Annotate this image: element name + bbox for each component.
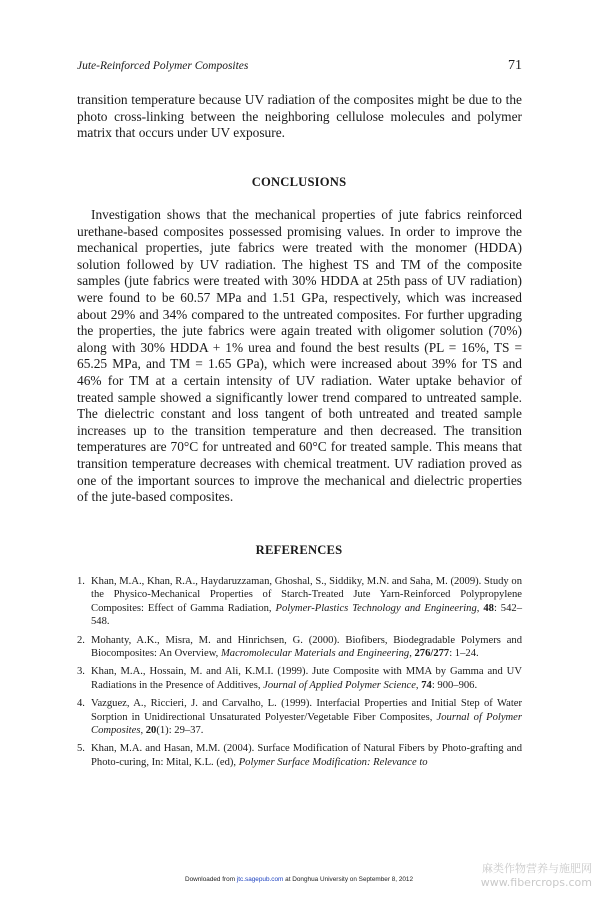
reference-journal: Journal of Polymer Composites [91,711,522,737]
conclusions-paragraph: Investigation shows that the mechanical properties of jute fabrics reinforced urethane-based composites possessed promising values. In order to improve the mechanical properties, jute fabrics were treated with the monomer (HDDA) solution followed by UV radiation. The highest TS and TM of the composite samples (jute fabrics were treated with 30% HDDA at 25th pass of UV radiation) were found to be 60.57 MPa and 1.51 GPa, respectively, which was increased about 29% and 34% compared to the untreated composites. For further upgrading the properties, the jute fabrics were again treated with oligomer solution (70%) along with 30% HDDA + 1% urea and found the best results (PL = 16%, TS = 65.25 MPa, and TM = 1.65 GPa), which were increased about 39% for TS and 46% for TM at a certain intensity of UV radiation. Water uptake behavior of treated sample showed a significantly lower trend compared to untreated sample. The dielectric constant and loss tangent of both untreated and treated sample increases up to the transition temperature and then decreased. The transition temperatures are 70°C for untreated and 60°C for treated sample. This means that transition temperature decreases with chemical treatment. UV radiation proved as one of the important sources to improve the mechanical and dielectric properties of the jute-based composites. [77,207,522,505]
footer-prefix: Downloaded from [184,876,237,883]
site-watermark [481,862,592,890]
watermark-line-2: www.fibercrops.com [480,876,592,889]
reference-journal: Polymer Surface Modification: Relevance to [238,756,428,768]
reference-volume: 20 [145,725,157,737]
conclusions-heading: CONCLUSIONS [251,175,347,189]
reference-number: 5. [77,743,85,755]
reference-item [77,634,522,661]
reference-text: Khan, M.A., Hossain, M. and Ali, K.M.I. (1999). Jute Composite with MMA by Gamma and UV Radiations in the Presence of Additives, Journal of Applied Polymer Science, 74: 900–906. [91,666,522,691]
reference-item [77,575,522,629]
reference-volume: 276/277 [414,648,450,660]
reference-journal: Macromolecular Materials and Engineering [220,648,410,660]
reference-list [77,575,522,774]
reference-volume: 74 [421,679,432,691]
footer-suffix: at Donghua University on September 8, 2012 [283,876,414,883]
reference-number: 2. [77,634,85,646]
reference-journal: Polymer-Plastics Technology and Engineering [275,602,477,614]
footer-link[interactable]: jtc.sagepub.com [236,876,284,883]
page-number: 71 [508,58,522,73]
reference-number: 3. [77,666,85,678]
reference-text: Mohanty, A.K., Misra, M. and Hinrichsen, G. (2000). Biofibers, Biodegradable Polymers and Biocomposites: An Overview, Macromolecular Materials and Engineering, 276/277: 1–24. [91,634,522,660]
reference-number: 1. [77,576,85,587]
reference-item [77,742,522,769]
reference-item [77,665,522,692]
watermark-line-1: 麻类作物营养与施肥网 [482,862,592,875]
reference-item [77,697,522,737]
reference-journal: Journal of Applied Polymer Science [263,679,416,691]
running-title: Jute-Reinforced Polymer Composites [77,60,249,72]
reference-volume: 48 [483,602,494,614]
reference-number: 4. [77,698,85,710]
reference-text: Khan, M.A. and Hasan, M.M. (2004). Surface Modification of Natural Fibers by Photo-grafting and Photo-curing, In: Mital, K.L. (ed), Polymer Surface Modification: Relevance to [91,743,522,768]
reference-text: Vazguez, A., Riccieri, J. and Carvalho, L. (1999). Interfacial Properties and Initial Step of Water Sorption in Unidirectional Unsaturated Polyester/Vegetable Fiber Composites, Journal of Polymer Composites, 20(1): 29–37. [91,698,522,737]
reference-text: Khan, M.A., Khan, R.A., Haydaruzzaman, Ghoshal, S., Siddiky, M.N. and Saha, M. (2009). Study on the Physico-Mechanical Properties of Starch-Treated Jute Yarn-Reinforced Polypropylene Composites: Effect of Gamma Radiation, Polymer-Plastics Technology and Engineering, 48: 542–548. [91,576,522,628]
references-heading: REFERENCES [255,543,343,557]
intro-paragraph: transition temperature because UV radiation of the composites might be due to the photo cross-linking between the neighboring cellulose molecules and polymer matrix that occurs under UV exposure. [77,92,522,141]
running-header [77,58,522,74]
